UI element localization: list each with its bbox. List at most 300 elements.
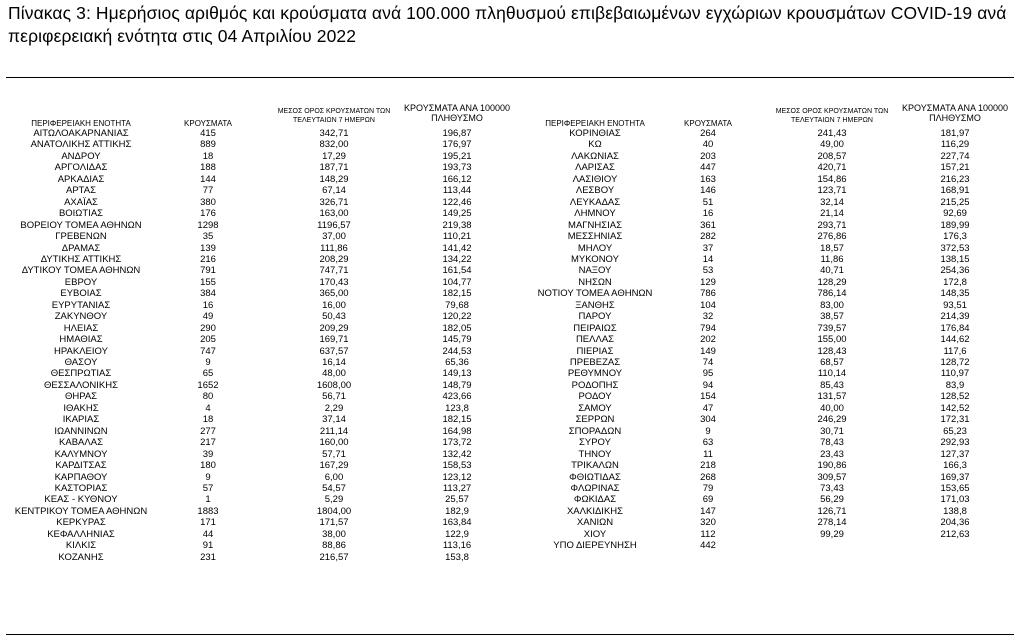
- cases-value: 18: [202, 414, 214, 426]
- cases-value: 320: [700, 517, 716, 529]
- cases-value: 205: [200, 334, 216, 346]
- per100k-value: 196,87: [442, 128, 472, 139]
- region-name: ΚΕΝΤΡΙΚΟΥ ΤΟΜΕΑ ΑΘΗΝΩΝ: [14, 505, 148, 517]
- cases-value: 51: [702, 196, 714, 208]
- header-per100k-left: ΚΡΟΥΣΜΑΤΑ ΑΝΑ 100000 ΠΛΗΘΥΣΜΟ: [404, 103, 510, 123]
- region-name: ΛΕΥΚΑΔΑΣ: [569, 196, 621, 208]
- per100k-value: 113,27: [442, 482, 472, 494]
- avg7-value: 83,00: [820, 299, 844, 311]
- avg7-value: 85,43: [820, 379, 844, 391]
- avg7-value: 241,43: [817, 128, 847, 139]
- per100k-value: 123,12: [442, 471, 472, 483]
- avg7-value: 167,29: [319, 460, 349, 472]
- avg7-value: 209,29: [319, 322, 349, 334]
- avg7-value: 739,57: [817, 322, 847, 334]
- avg7-value: 37,00: [322, 231, 346, 243]
- region-name: ΛΑΚΩΝΙΑΣ: [571, 150, 619, 162]
- avg7-value: 16,00: [322, 299, 346, 311]
- per100k-value: 83,9: [945, 379, 965, 391]
- avg7-value: 216,57: [319, 551, 349, 563]
- per100k-value: 182,15: [442, 414, 472, 426]
- cases-value: 264: [700, 128, 716, 139]
- per100k-value: 65,23: [943, 425, 967, 437]
- region-name: ΣΥΡΟΥ: [579, 437, 611, 449]
- cases-value: 154: [700, 391, 716, 403]
- region-name: ΠΡΕΒΕΖΑΣ: [569, 357, 621, 368]
- per100k-value: 93,51: [943, 299, 967, 311]
- region-name: ΛΑΡΙΣΑΣ: [575, 162, 615, 174]
- cases-value: 217: [200, 437, 216, 449]
- avg7-value: 49,00: [820, 139, 844, 151]
- cases-value: 9: [205, 357, 211, 368]
- per100k-value: 122,9: [445, 528, 469, 540]
- header-cases-right: ΚΡΟΥΣΜΑΤΑ: [684, 119, 732, 128]
- region-name: ΦΘΙΩΤΙΔΑΣ: [569, 471, 621, 483]
- per100k-value: 127,37: [940, 448, 970, 460]
- cases-value: 147: [700, 505, 716, 517]
- region-name: ΠΕΛΛΑΣ: [575, 334, 615, 346]
- cases-value: 203: [700, 150, 716, 162]
- cases-value: 1883: [197, 505, 219, 517]
- region-name: ΓΡΕΒΕΝΩΝ: [55, 231, 107, 243]
- avg7-value: 187,71: [319, 162, 349, 174]
- avg7-value: 171,57: [319, 517, 349, 529]
- per100k-value: 168,91: [940, 185, 970, 197]
- cases-value: 786: [700, 288, 716, 300]
- per100k-value: 113,44: [442, 185, 472, 197]
- avg7-value: 309,57: [817, 471, 847, 483]
- per100k-value: 149,25: [442, 208, 472, 220]
- region-name: ΚΩ: [588, 139, 602, 151]
- per100k-value: 166,3: [943, 460, 967, 472]
- per100k-value: 158,53: [442, 460, 472, 472]
- per100k-value: 128,52: [940, 391, 970, 403]
- per100k-value: 182,05: [442, 322, 472, 334]
- per100k-value: 164,98: [442, 425, 472, 437]
- per100k-value: 138,15: [940, 253, 970, 265]
- avg7-value: 48,00: [322, 368, 346, 380]
- region-name: ΕΥΡΥΤΑΝΙΑΣ: [51, 299, 111, 311]
- region-name: ΦΛΩΡΙΝΑΣ: [570, 482, 620, 494]
- region-name: ΝΟΤΙΟΥ ΤΟΜΕΑ ΑΘΗΝΩΝ: [537, 288, 653, 300]
- region-name: ΧΑΝΙΩΝ: [576, 517, 614, 529]
- header-region-right: ΠΕΡΙΦΕΡΕΙΑΚΗ ΕΝΟΤΗΤΑ: [545, 119, 645, 128]
- per100k-value: 163,84: [442, 517, 472, 529]
- per100k-value: 65,36: [445, 357, 469, 368]
- region-name: ΜΑΓΝΗΣΙΑΣ: [568, 219, 622, 231]
- region-name: ΙΘΑΚΗΣ: [63, 402, 99, 414]
- cases-value: 1: [205, 494, 211, 506]
- per100k-value: 138,8: [943, 505, 967, 517]
- avg7-value: 276,86: [817, 231, 847, 243]
- avg7-value: 148,29: [319, 173, 349, 185]
- avg7-value: 126,71: [817, 505, 847, 517]
- avg7-value: 211,14: [319, 425, 349, 437]
- avg7-value: 747,71: [319, 265, 349, 277]
- region-name: ΠΕΙΡΑΙΩΣ: [573, 322, 617, 334]
- per100k-value: 214,39: [940, 311, 970, 323]
- per100k-value: 122,46: [442, 196, 472, 208]
- avg7-value: 16,14: [322, 357, 346, 368]
- per100k-value: 219,38: [442, 219, 472, 231]
- avg7-value: 832,00: [319, 139, 349, 151]
- cases-value: 282: [700, 231, 716, 243]
- region-name: ΘΕΣΠΡΩΤΙΑΣ: [50, 368, 112, 380]
- per100k-value: 79,68: [445, 299, 469, 311]
- header-region-left: ΠΕΡΙΦΕΡΕΙΑΚΗ ΕΝΟΤΗΤΑ: [31, 119, 131, 128]
- avg7-value: 32,14: [820, 196, 844, 208]
- region-name: ΚΑΡΠΑΘΟΥ: [54, 471, 108, 483]
- per100k-value: 144,62: [940, 334, 970, 346]
- cases-value: 77: [202, 185, 214, 197]
- cases-value: 69: [702, 494, 714, 506]
- region-name: ΚΙΛΚΙΣ: [65, 540, 97, 552]
- avg7-value: 786,14: [817, 288, 847, 300]
- per100k-value: 120,22: [442, 311, 472, 323]
- table-caption: Πίνακας 3: Ημερήσιος αριθμός και κρούσματα ανά 100.000 πληθυσμού επιβεβαιωμένων εγχώριων κρουσμάτων COVID-19 ανά περιφερειακή ενότητα στις 04 Απριλίου 2022: [8, 3, 1007, 46]
- header-cases-left: ΚΡΟΥΣΜΑΤΑ: [184, 119, 232, 128]
- region-name: ΤΗΝΟΥ: [578, 448, 612, 460]
- avg7-value: 73,43: [820, 482, 844, 494]
- avg7-value: 6,00: [324, 471, 344, 483]
- region-name: ΕΥΒΟΙΑΣ: [60, 288, 102, 300]
- cases-value: 146: [700, 185, 716, 197]
- avg7-value: 30,71: [820, 425, 844, 437]
- region-name: ΚΕΑΣ - ΚΥΘΝΟΥ: [44, 494, 118, 506]
- cases-value: 163: [700, 173, 716, 185]
- cases-value: 94: [702, 379, 714, 391]
- avg7-value: 18,57: [820, 242, 844, 254]
- cases-value: 442: [700, 540, 716, 552]
- avg7-value: 293,71: [817, 219, 847, 231]
- per100k-value: 171,03: [940, 494, 970, 506]
- cases-value: 139: [200, 242, 216, 254]
- avg7-value: 128,43: [817, 345, 847, 357]
- cases-value: 18: [202, 150, 214, 162]
- avg7-value: 342,71: [319, 128, 349, 139]
- region-name: ΗΡΑΚΛΕΙΟΥ: [54, 345, 108, 357]
- region-name: ΣΕΡΡΩΝ: [575, 414, 615, 426]
- bottom-rule: [6, 634, 1014, 635]
- region-name: ΝΑΞΟΥ: [578, 265, 612, 277]
- per100k-value: 254,36: [940, 265, 970, 277]
- cases-value: 791: [200, 265, 216, 277]
- per100k-value: 134,22: [442, 253, 472, 265]
- per100k-value: 145,79: [442, 334, 472, 346]
- region-name: ΗΛΕΙΑΣ: [63, 322, 99, 334]
- avg7-value: 40,00: [820, 402, 844, 414]
- region-name: ΚΑΡΔΙΤΣΑΣ: [55, 460, 107, 472]
- cases-value: 32: [702, 311, 714, 323]
- avg7-value: 68,57: [820, 357, 844, 368]
- region-name: ΞΑΝΘΗΣ: [575, 299, 615, 311]
- region-name: ΝΗΣΩΝ: [578, 276, 612, 288]
- cases-value: 380: [200, 196, 216, 208]
- cases-value: 16: [202, 299, 214, 311]
- per100k-value: 244,53: [442, 345, 472, 357]
- region-name: ΛΗΜΝΟΥ: [574, 208, 616, 220]
- per100k-value: 204,36: [940, 517, 970, 529]
- cases-value: 277: [200, 425, 216, 437]
- per100k-value: 292,93: [940, 437, 970, 449]
- cases-value: 95: [702, 368, 714, 380]
- region-name: ΔΡΑΜΑΣ: [61, 242, 101, 254]
- cases-value: 16: [702, 208, 714, 220]
- cases-value: 149: [700, 345, 716, 357]
- cases-value: 65: [202, 368, 214, 380]
- avg7-value: 420,71: [817, 162, 847, 174]
- region-name: ΡΟΔΟΠΗΣ: [571, 379, 619, 391]
- per100k-value: 227,74: [940, 150, 970, 162]
- region-name: ΕΒΡΟΥ: [64, 276, 98, 288]
- per100k-value: 110,97: [940, 368, 970, 380]
- avg7-value: 57,71: [322, 448, 346, 460]
- cases-value: 188: [200, 162, 216, 174]
- avg7-value: 637,57: [319, 345, 349, 357]
- avg7-value: 365,00: [319, 288, 349, 300]
- avg7-value: 154,86: [817, 173, 847, 185]
- header-avg7-right: ΜΕΣΟΣ ΟΡΟΣ ΚΡΟΥΣΜΑΤΩΝ ΤΩΝ ΤΕΛΕΥΤΑΙΩΝ 7 ΗΜΕΡΩΝ: [775, 108, 889, 124]
- per100k-value: 149,13: [442, 368, 472, 380]
- cases-value: 37: [702, 242, 714, 254]
- cases-value: 79: [702, 482, 714, 494]
- region-name: ΚΑΛΥΜΝΟΥ: [54, 448, 108, 460]
- avg7-value: 23,43: [820, 448, 844, 460]
- region-name: ΠΑΡΟΥ: [578, 311, 612, 323]
- cases-value: 747: [200, 345, 216, 357]
- cases-value: 290: [200, 322, 216, 334]
- region-name: ΚΑΒΑΛΑΣ: [59, 437, 103, 449]
- per100k-value: 372,53: [940, 242, 970, 254]
- cases-value: 180: [200, 460, 216, 472]
- per100k-value: 189,99: [940, 219, 970, 231]
- per100k-value: 25,57: [445, 494, 469, 506]
- per100k-value: 169,37: [940, 471, 970, 483]
- region-name: ΒΟΙΩΤΙΑΣ: [58, 208, 104, 220]
- region-name: ΑΡΚΑΔΙΑΣ: [57, 173, 105, 185]
- avg7-value: 155,00: [817, 334, 847, 346]
- header-per100k-right: ΚΡΟΥΣΜΑΤΑ ΑΝΑ 100000 ΠΛΗΘΥΣΜΟ: [902, 103, 1008, 123]
- avg7-value: 160,00: [319, 437, 349, 449]
- cases-value: 104: [700, 299, 716, 311]
- per100k-value: 172,8: [943, 276, 967, 288]
- cases-value: 171: [200, 517, 216, 529]
- region-name: ΑΝΔΡΟΥ: [61, 150, 101, 162]
- avg7-value: 326,71: [319, 196, 349, 208]
- avg7-value: 1608,00: [316, 379, 352, 391]
- per100k-value: 173,72: [442, 437, 472, 449]
- region-name: ΠΙΕΡΙΑΣ: [576, 345, 614, 357]
- per100k-value: 117,6: [943, 345, 967, 357]
- region-name: ΥΠΟ ΔΙΕΡΕΥΝΗΣΗ: [553, 540, 637, 552]
- avg7-value: 99,29: [820, 528, 844, 540]
- region-name: ΘΑΣΟΥ: [64, 357, 98, 368]
- per100k-value: 104,77: [442, 276, 472, 288]
- avg7-value: 2,29: [324, 402, 344, 414]
- cases-value: 11: [703, 448, 713, 460]
- cases-value: 155: [200, 276, 216, 288]
- region-name: ΚΕΡΚΥΡΑΣ: [56, 517, 106, 529]
- per100k-value: 176,97: [442, 139, 472, 151]
- cases-value: 447: [700, 162, 716, 174]
- avg7-value: 38,00: [322, 528, 346, 540]
- avg7-value: 190,86: [817, 460, 847, 472]
- cases-value: 231: [200, 551, 216, 563]
- avg7-value: 56,29: [820, 494, 844, 506]
- cases-value: 9: [205, 471, 211, 483]
- cases-value: 129: [700, 276, 716, 288]
- region-name: ΤΡΙΚΑΛΩΝ: [571, 460, 619, 472]
- avg7-value: 56,71: [322, 391, 346, 403]
- region-name: ΔΥΤΙΚΟΥ ΤΟΜΕΑ ΑΘΗΝΩΝ: [21, 265, 141, 277]
- per100k-value: 153,65: [940, 482, 970, 494]
- avg7-value: 246,29: [817, 414, 847, 426]
- region-name: ΑΙΤΩΛΟΑΚΑΡΝΑΝΙΑΣ: [33, 128, 129, 139]
- per100k-value: 176,84: [940, 322, 970, 334]
- avg7-value: 1196,57: [317, 219, 351, 231]
- region-name: ΘΗΡΑΣ: [64, 391, 98, 403]
- region-name: ΚΟΖΑΝΗΣ: [58, 551, 104, 563]
- per100k-value: 195,21: [442, 150, 472, 162]
- avg7-value: 123,71: [817, 185, 847, 197]
- avg7-value: 1804,00: [316, 505, 352, 517]
- per100k-value: 157,21: [940, 162, 970, 174]
- per100k-value: 123,8: [445, 402, 469, 414]
- avg7-value: 169,71: [319, 334, 349, 346]
- per100k-value: 142,52: [940, 402, 970, 414]
- cases-value: 39: [202, 448, 214, 460]
- cases-value: 9: [705, 425, 711, 437]
- region-name: ΜΗΛΟΥ: [577, 242, 613, 254]
- region-name: ΗΜΑΘΙΑΣ: [59, 334, 103, 346]
- per100k-value: 216,23: [940, 173, 970, 185]
- avg7-value: 278,14: [817, 517, 847, 529]
- region-name: ΛΑΣΙΘΙΟΥ: [572, 173, 618, 185]
- per100k-value: 176,3: [943, 231, 967, 243]
- cases-value: 44: [202, 528, 214, 540]
- avg7-value: 163,00: [319, 208, 349, 220]
- per100k-value: 141,42: [442, 242, 472, 254]
- cases-value: 1298: [197, 219, 219, 231]
- per100k-value: 423,66: [442, 391, 472, 403]
- per100k-value: 193,73: [442, 162, 472, 174]
- region-name: ΡΟΔΟΥ: [578, 391, 612, 403]
- region-name: ΛΕΣΒΟΥ: [575, 185, 615, 197]
- cases-value: 202: [700, 334, 716, 346]
- per100k-value: 172,31: [940, 414, 970, 426]
- avg7-value: 21,14: [820, 208, 844, 220]
- avg7-value: 131,57: [817, 391, 847, 403]
- cases-value: 53: [702, 265, 714, 277]
- per100k-value: 212,63: [940, 528, 970, 540]
- per100k-value: 182,15: [442, 288, 472, 300]
- avg7-value: 170,43: [319, 276, 349, 288]
- avg7-value: 11,86: [820, 253, 844, 265]
- avg7-value: 67,14: [322, 185, 346, 197]
- region-name: ΑΡΓΟΛΙΔΑΣ: [54, 162, 108, 174]
- per100k-value: 182,9: [445, 505, 469, 517]
- region-name: ΑΝΑΤΟΛΙΚΗΣ ΑΤΤΙΚΗΣ: [30, 139, 132, 151]
- per100k-value: 215,25: [940, 196, 970, 208]
- region-name: ΜΕΣΣΗΝΙΑΣ: [567, 231, 623, 243]
- region-name: ΘΕΣΣΑΛΟΝΙΚΗΣ: [44, 379, 118, 391]
- per100k-value: 132,42: [442, 448, 472, 460]
- per100k-value: 116,29: [940, 139, 970, 151]
- cases-value: 35: [202, 231, 214, 243]
- cases-value: 112: [700, 528, 716, 540]
- region-name: ΔΥΤΙΚΗΣ ΑΤΤΙΚΗΣ: [40, 253, 122, 265]
- region-name: ΚΟΡΙΝΘΙΑΣ: [569, 128, 621, 139]
- cases-value: 415: [200, 128, 216, 139]
- header-avg7-left: ΜΕΣΟΣ ΟΡΟΣ ΚΡΟΥΣΜΑΤΩΝ ΤΩΝ ΤΕΛΕΥΤΑΙΩΝ 7 ΗΜΕΡΩΝ: [277, 108, 391, 124]
- cases-value: 91: [202, 540, 214, 552]
- region-name: ΚΑΣΤΟΡΙΑΣ: [54, 482, 108, 494]
- cases-value: 63: [702, 437, 714, 449]
- region-name: ΑΧΑΪΑΣ: [64, 196, 98, 208]
- avg7-value: 40,71: [820, 265, 844, 277]
- avg7-value: 5,29: [324, 494, 344, 506]
- region-name: ΒΟΡΕΙΟΥ ΤΟΜΕΑ ΑΘΗΝΩΝ: [20, 219, 142, 231]
- avg7-value: 88,86: [322, 540, 346, 552]
- region-name: ΑΡΤΑΣ: [66, 185, 96, 197]
- cases-value: 4: [205, 402, 211, 414]
- cases-value: 14: [702, 253, 714, 265]
- region-name: ΧΙΟΥ: [583, 528, 607, 540]
- region-name: ΣΠΟΡΑΔΩΝ: [568, 425, 622, 437]
- cases-value: 74: [702, 357, 714, 368]
- cases-value: 40: [702, 139, 714, 151]
- avg7-value: 17,29: [322, 150, 346, 162]
- region-name: ΜΥΚΟΝΟΥ: [571, 253, 619, 265]
- cases-value: 889: [200, 139, 216, 151]
- avg7-value: 50,43: [322, 311, 346, 323]
- avg7-value: 37,14: [322, 414, 346, 426]
- region-name: ΙΩΑΝΝΙΝΩΝ: [54, 425, 108, 437]
- avg7-value: 208,29: [319, 253, 349, 265]
- per100k-value: 166,12: [442, 173, 472, 185]
- avg7-value: 208,57: [817, 150, 847, 162]
- cases-value: 47: [702, 402, 714, 414]
- top-rule: [6, 77, 1014, 78]
- region-name: ΧΑΛΚΙΔΙΚΗΣ: [566, 505, 624, 517]
- cases-value: 80: [202, 391, 214, 403]
- region-name: ΙΚΑΡΙΑΣ: [62, 414, 100, 426]
- avg7-value: 111,86: [320, 242, 348, 254]
- per100k-value: 148,79: [442, 379, 472, 391]
- cases-value: 794: [700, 322, 716, 334]
- avg7-value: 54,57: [322, 482, 346, 494]
- cases-value: 361: [700, 219, 716, 231]
- region-name: ΚΕΦΑΛΛΗΝΙΑΣ: [47, 528, 115, 540]
- per100k-value: 110,21: [442, 231, 472, 243]
- per100k-value: 92,69: [943, 208, 967, 220]
- cases-value: 49: [202, 311, 214, 323]
- per100k-value: 113,16: [442, 540, 472, 552]
- cases-value: 268: [700, 471, 716, 483]
- cases-value: 384: [200, 288, 216, 300]
- per100k-value: 161,54: [442, 265, 472, 277]
- cases-value: 218: [700, 460, 716, 472]
- region-name: ΡΕΘΥΜΝΟΥ: [567, 368, 623, 380]
- avg7-value: 128,29: [817, 276, 847, 288]
- per100k-value: 181,97: [940, 128, 970, 139]
- cases-value: 144: [200, 173, 216, 185]
- region-name: ΦΩΚΙΔΑΣ: [573, 494, 617, 506]
- avg7-value: 38,57: [820, 311, 844, 323]
- avg7-value: 110,14: [817, 368, 847, 380]
- per100k-value: 153,8: [445, 551, 469, 563]
- region-name: ΣΑΜΟΥ: [578, 402, 612, 414]
